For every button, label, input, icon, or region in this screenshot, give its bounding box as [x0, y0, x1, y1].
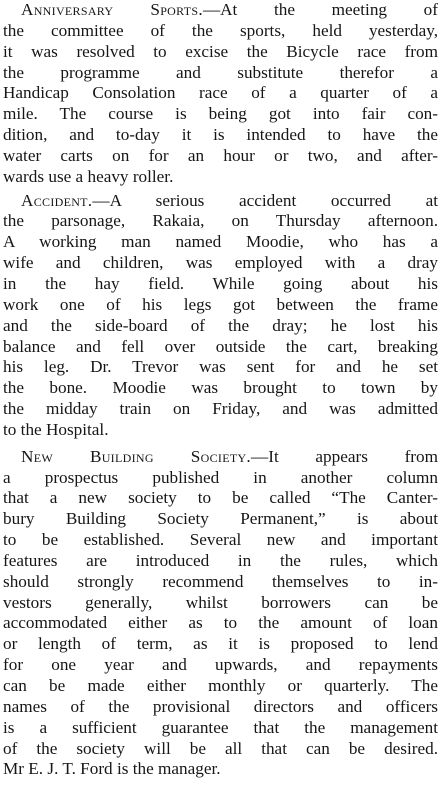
article-line: mile. The course is being got into fair con-	[3, 104, 438, 124]
article-line: —A serious accident occurred at	[92, 190, 438, 210]
article-line: his leg. Dr. Trevor was sent for and he set	[3, 357, 438, 377]
article-line: A working man named Moodie, who has a	[3, 232, 438, 252]
article-first-line	[3, 0, 438, 21]
article-line: —At the meeting of	[202, 0, 438, 19]
article-line: that a new society to be called “The Canter-	[3, 488, 438, 508]
article-line: for one year and upwards, and repayments	[3, 655, 438, 675]
article-line: to be established. Several new and important	[3, 530, 438, 550]
article-line: a prospectus published in another column	[3, 467, 438, 487]
article-line: bury Building Society Permanent,” is about	[3, 509, 438, 529]
article-line: in the hay field. While going about his	[3, 273, 438, 293]
article-line: vestors generally, whilst borrowers can be	[3, 592, 438, 612]
article-line: features are introduced in the rules, which	[3, 550, 438, 570]
article-line: should strongly recommend themselves to in-	[3, 571, 438, 591]
article-line: the committee of the sports, held yesterday,	[3, 20, 438, 40]
article-first-line	[3, 447, 438, 468]
article-line: names of the provisional directors and officers	[3, 696, 438, 716]
article-line: and the side-board of the dray; he lost his	[3, 315, 438, 335]
article-line: the midday train on Friday, and was admitted	[3, 399, 438, 419]
article-line: dition, and to-day it is intended to have the	[3, 125, 438, 145]
article-first-line	[3, 191, 438, 212]
article-line: or length of term, as it is proposed to lend	[3, 634, 438, 654]
article-line: can be made either monthly or quarterly. The	[3, 676, 438, 695]
article-line: Mr E. J. T. Ford is the manager.	[3, 759, 221, 779]
article-heading: Accident.	[21, 190, 93, 210]
article-line: the parsonage, Rakaia, on Thursday afternoon.	[3, 211, 438, 231]
article-line: the programme and substitute therefor a	[3, 62, 438, 82]
article-line: water carts on for an hour or two, and after-	[3, 145, 438, 165]
article-heading: New Building Society.	[21, 446, 252, 466]
article-heading: Anniversary Sports.	[21, 0, 203, 19]
article-line: Handicap Consolation race of a quarter of a	[3, 83, 438, 103]
article-new-building-society	[3, 447, 438, 781]
article-line: to the Hospital.	[3, 419, 109, 439]
article-line: is a sufficient guarantee that the management	[3, 717, 438, 737]
article-line: it was resolved to excise the Bicycle race from	[3, 41, 438, 61]
article-accident	[3, 191, 438, 441]
article-line: balance and fell over outside the cart, breaking	[3, 336, 438, 356]
newspaper-column	[3, 0, 438, 780]
article-line: —It appears from	[251, 446, 438, 466]
article-anniversary-sports	[3, 0, 438, 188]
article-line: the bone. Moodie was brought to town by	[3, 378, 438, 398]
article-line: work one of his legs got between the frame	[3, 294, 438, 314]
article-line: accommodated either as to the amount of loan	[3, 613, 438, 633]
article-line: of the society will be all that can be desired.	[3, 738, 438, 758]
article-line: wife and children, was employed with a dray	[3, 253, 438, 273]
article-line: wards use a heavy roller.	[3, 166, 174, 186]
